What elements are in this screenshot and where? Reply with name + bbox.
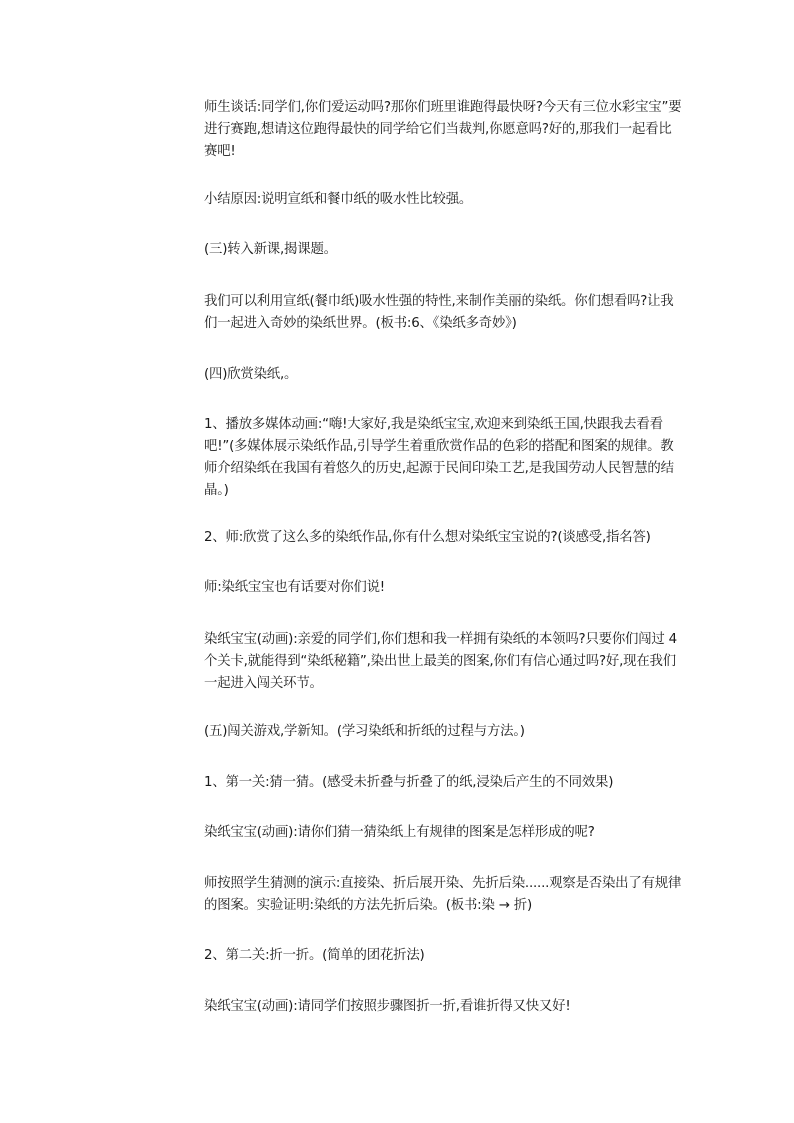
paragraph-baby-fold: 染纸宝宝(动画):请同学们按照步骤图折一折,看谁折得又快又好! [204,999,571,1014]
paragraph-multimedia-animation: 1、播放多媒体动画:“嗨!大家好,我是染纸宝宝,欢迎来到染纸王国,快跟我去看看吧!”(多媒体展示染纸作品,引导学生着重欣赏作品的色彩的搭配和图案的规律。教师介绍染纸在我国有着悠久的历史,起源于民间印染工艺,是我国劳动人民智慧的结晶。) [204,417,674,498]
paragraph-summary-reason: 小结原因:说明宣纸和餐巾纸的吸水性比较强。 [204,192,473,207]
paragraph-baby-guess: 染纸宝宝(动画):请你们猜一猜染纸上有规律的图案是怎样形成的呢? [204,825,595,840]
paragraph-baby-animation-challenge: 染纸宝宝(动画):亲爱的同学们,你们想和我一样拥有染纸的本领吗?只要你们闯过 4 个关卡,就能得到“染纸秘籍”,染出世上最美的图案,你们有信心通过吗?好,现在我们一起进入闯关环节。 [204,632,682,691]
paragraph-section-three-heading: (三)转入新课,揭课题。 [204,242,337,257]
paragraph-teacher-demo: 师按照学生猜测的演示:直接染、折后展开染、先折后染......观察是否染出了有规律的图案。实验证明:染纸的方法先折后染。(板书:染 → 折) [204,876,682,913]
paragraph-teacher-student-talk: 师生谈话:同学们,你们爱运动吗?那你们班里谁跑得最快呀?今天有三位水彩宝宝”要进行赛跑,想请这位跑得最快的同学给它们当裁判,你愿意吗?好的,那我们一起看比赛吧! [204,100,682,159]
paragraph-baby-speaks: 师:染纸宝宝也有话要对你们说! [204,580,385,595]
paragraph-intro-dyed-paper: 我们可以利用宣纸(餐巾纸)吸水性强的特性,来制作美丽的染纸。你们想看吗?让我们一起进入奇妙的染纸世界。(板书:6、《染纸多奇妙》) [204,294,674,331]
paragraph-teacher-question: 2、师:欣赏了这么多的染纸作品,你有什么想对染纸宝宝说的?(谈感受,指名答) [204,530,651,545]
paragraph-level-two: 2、第二关:折一折。(简单的团花折法) [204,948,425,963]
paragraph-section-four-heading: (四)欣赏染纸,。 [204,367,298,382]
paragraph-section-five-heading: (五)闯关游戏,学新知。(学习染纸和折纸的过程与方法。) [204,724,525,739]
paragraph-level-one: 1、第一关:猜一猜。(感受未折叠与折叠了的纸,浸染后产生的不同效果) [204,775,614,790]
